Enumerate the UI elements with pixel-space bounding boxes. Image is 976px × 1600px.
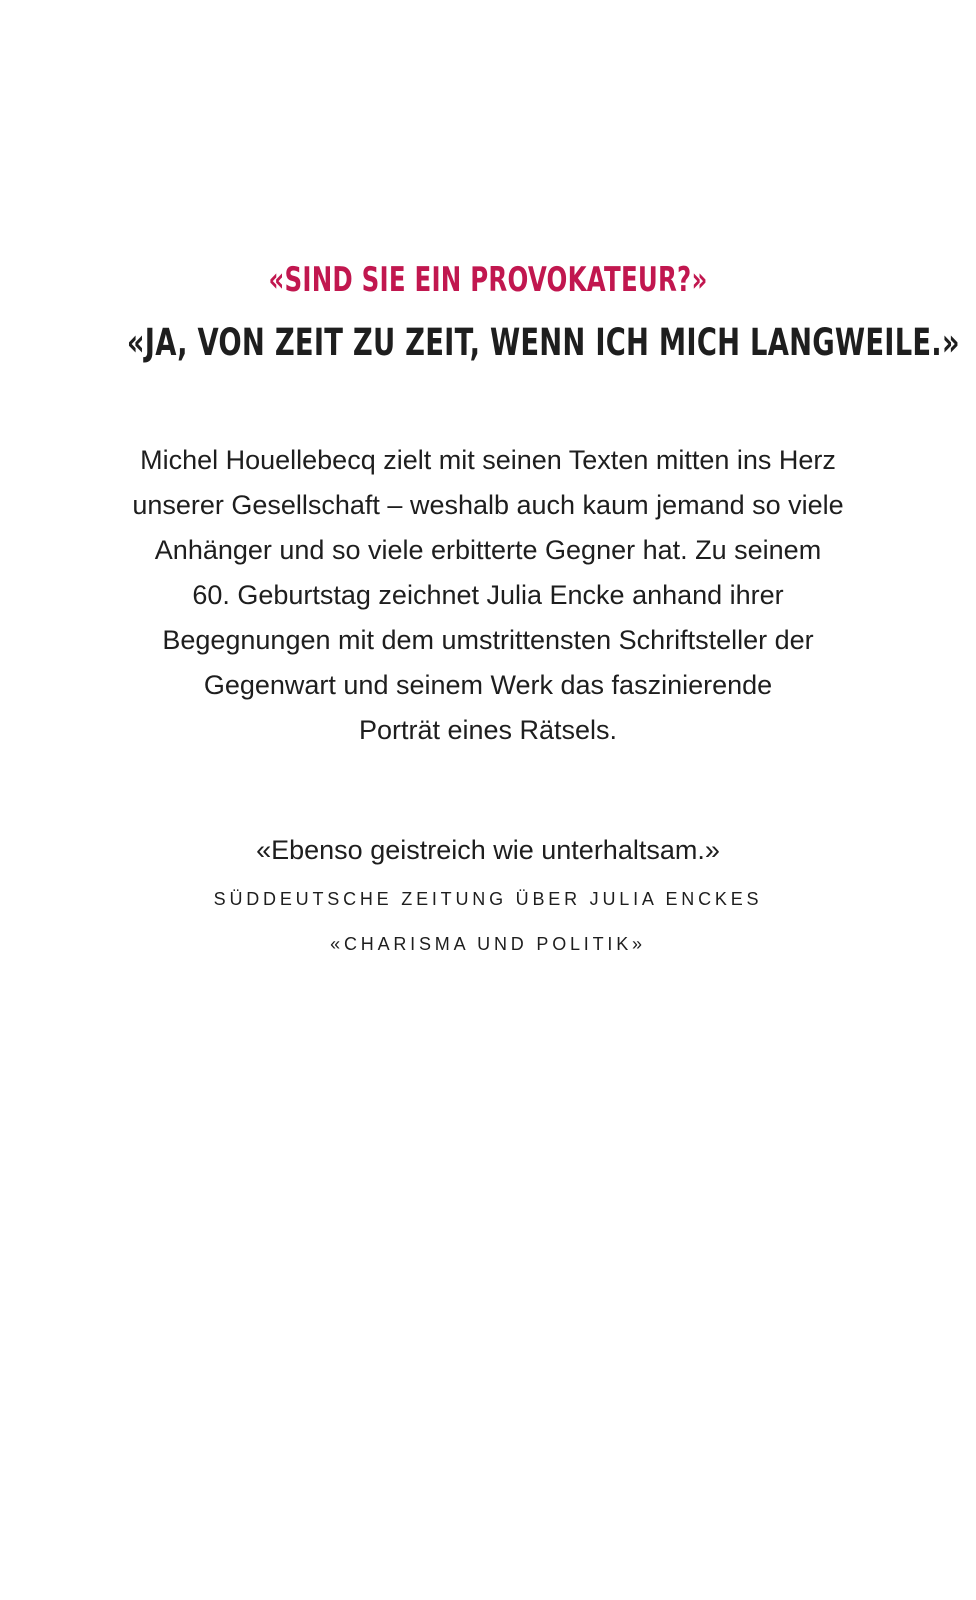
- blurb-line: 60. Geburtstag zeichnet Julia Encke anhand ihrer: [192, 580, 784, 610]
- review-quote: «Ebenso geistreich wie unterhaltsam.»: [256, 835, 720, 865]
- blurb-line: Michel Houellebecq zielt mit seinen Texten mitten ins Herz: [140, 445, 836, 475]
- blurb-line: Anhänger und so viele erbitterte Gegner hat. Zu seinem: [154, 535, 822, 565]
- blurb-line: Gegenwart und seinem Werk das faszinierende: [203, 670, 773, 700]
- blurb-paragraph: [0, 438, 976, 753]
- review-source-line-2: «CHARISMA UND POLITIK»: [330, 934, 646, 954]
- review-source-line-1: SÜDDEUTSCHE ZEITUNG ÜBER JULIA ENCKES: [213, 889, 763, 909]
- blurb-line: unserer Gesellschaft – weshalb auch kaum jemand so viele: [132, 490, 844, 520]
- blurb-line: Porträt eines Rätsels.: [358, 715, 618, 745]
- headline-question: «SIND SIE EIN PROVOKATEUR?»: [268, 260, 708, 300]
- headline-answer: «JA, VON ZEIT ZU ZEIT, WENN ICH MICH LANGWEILE.»: [126, 321, 960, 364]
- blurb-line: Begegnungen mit dem umstrittensten Schriftsteller der: [162, 625, 814, 655]
